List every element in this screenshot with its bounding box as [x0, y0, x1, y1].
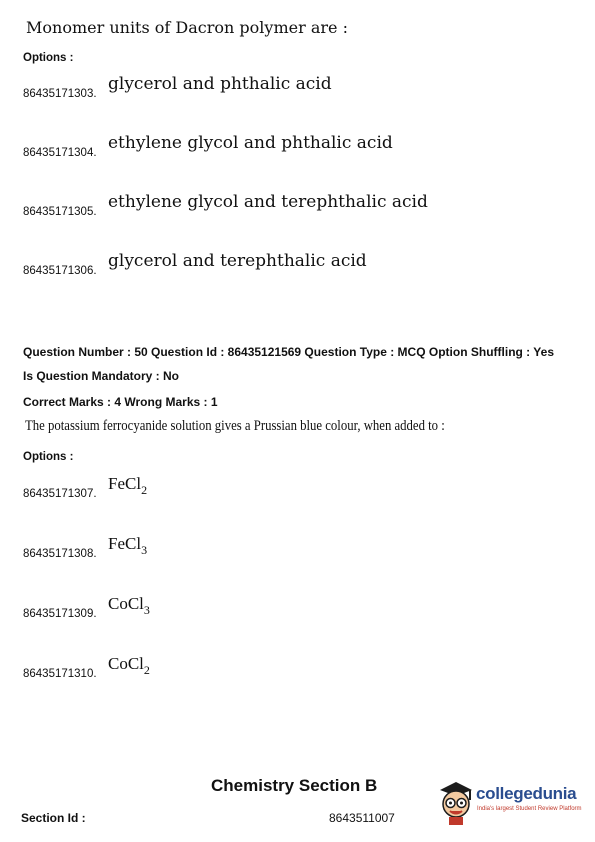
logo-tagline: India's largest Student Review Platform [477, 806, 582, 812]
option-text: ethylene glycol and terephthalic acid [108, 192, 428, 212]
option-row[interactable] [23, 594, 323, 622]
question-meta: Question Number : 50 Question Id : 86435121569 Question Type : MCQ Option Shuffling : Yes [23, 345, 554, 359]
option-row[interactable] [23, 76, 443, 100]
section-title: Chemistry Section B [211, 776, 378, 795]
logo-name: collegedunia [476, 784, 577, 803]
option-id: 86435171304. [23, 147, 97, 159]
option-id: 86435171305. [23, 206, 97, 218]
question-mandatory: Is Question Mandatory : No [23, 369, 180, 383]
option-id: 86435171303. [23, 88, 97, 100]
formula-base: FeCl [108, 474, 142, 493]
section-id-value: 8643511007 [329, 811, 395, 825]
question-marks: Correct Marks : 4 Wrong Marks : 1 [23, 395, 218, 409]
option-formula [108, 474, 148, 497]
formula-subscript: 3 [143, 603, 150, 617]
formula-subscript: 3 [141, 543, 148, 557]
option-text: glycerol and phthalic acid [108, 74, 332, 94]
option-row[interactable] [23, 253, 443, 277]
option-row[interactable] [23, 474, 323, 502]
options-label: Options : [23, 52, 74, 64]
option-row[interactable] [23, 135, 443, 159]
option-id: 86435171308. [23, 548, 97, 560]
collegedunia-logo [436, 776, 586, 826]
option-row[interactable] [23, 194, 443, 218]
option-id: 86435171307. [23, 488, 97, 500]
option-formula [108, 594, 150, 617]
option-row[interactable] [23, 654, 323, 682]
option-id: 86435171309. [23, 608, 97, 620]
option-row[interactable] [23, 534, 323, 562]
formula-base: FeCl [108, 534, 142, 553]
option-id: 86435171310. [23, 668, 97, 680]
options-label: Options : [23, 451, 74, 463]
option-text: glycerol and terephthalic acid [108, 251, 367, 271]
section-id-label: Section Id : [21, 811, 86, 825]
formula-subscript: 2 [141, 483, 148, 497]
option-formula [108, 534, 148, 557]
option-text: ethylene glycol and phthalic acid [108, 133, 393, 153]
option-id: 86435171306. [23, 265, 97, 277]
option-formula [108, 654, 150, 677]
mascot-icon [436, 776, 476, 826]
formula-base: CoCl [108, 654, 144, 673]
question-50-text: The potassium ferrocyanide solution gives a Prussian blue colour, when added to : [25, 418, 445, 434]
formula-subscript: 2 [143, 663, 150, 677]
question-49-text: Monomer units of Dacron polymer are : [26, 18, 348, 37]
formula-base: CoCl [108, 594, 144, 613]
